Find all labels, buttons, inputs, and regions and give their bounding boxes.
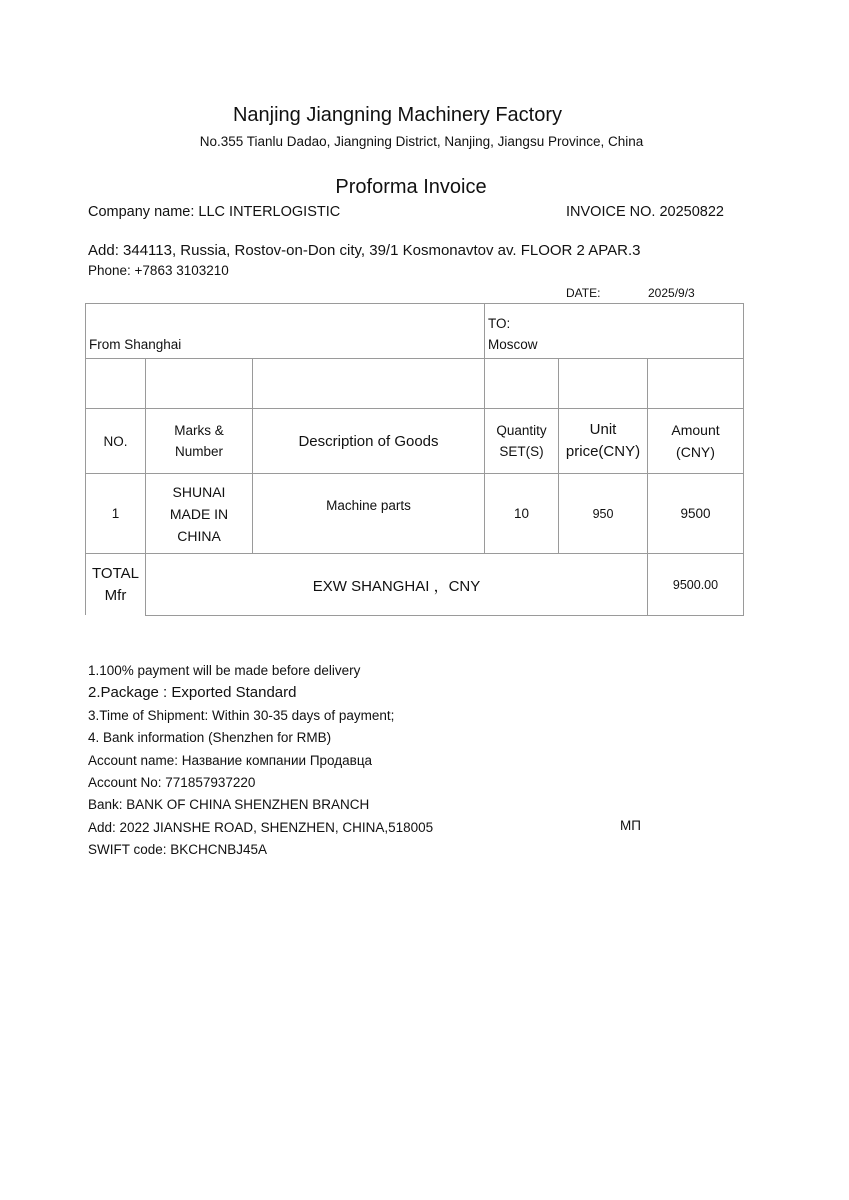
company-name: Company name: LLC INTERLOGISTIC [88,204,341,220]
table-border-right [743,303,744,616]
factory-name: Nanjing Jiangning Machinery Factory [232,104,563,126]
terms-item: 2.Package : Exported Standard [88,684,297,702]
header-amount-line1: Amount [671,422,720,438]
total-label-line1: TOTAL [92,565,139,582]
terms-item: 3.Time of Shipment: Within 30-35 days of payment; [88,707,395,723]
to-label: TO: [488,316,511,331]
table-rule [85,358,744,359]
item-amount [648,474,743,553]
header-no [86,409,145,473]
header-description [253,409,484,473]
total-amount-value: 9500.00 [672,578,719,592]
item-quantity [485,474,558,553]
header-unit-price-line1: Unit [589,421,617,438]
item-amount-value: 9500 [680,506,711,521]
item-no-value: 1 [111,506,120,521]
item-unit-price [559,474,647,553]
date-value: 2025/9/3 [648,286,695,300]
header-quantity-line1: Quantity [496,423,547,438]
terms-item: Account No: 771857937220 [88,775,256,791]
terms-list [88,660,433,862]
item-marks-line3: CHINA [177,527,221,544]
header-marks [146,409,252,473]
item-quantity-value: 10 [513,506,530,521]
to-location: Moscow [488,337,538,352]
terms-item: Add: 2022 JIANSHE ROAD, SHENZHEN, CHINA,518005 [88,819,434,835]
item-marks [146,474,252,553]
total-label [86,554,145,616]
factory-address: No.355 Tianlu Dadao, Jiangning District, Nanjing, Jiangsu Province, China [199,134,644,149]
date-label: DATE: [566,286,601,300]
from-location: From Shanghai [89,337,182,352]
total-amount [648,554,743,616]
header-marks-line1: Marks & [174,423,224,438]
total-terms [146,554,647,616]
item-description: Machine parts [326,498,411,513]
header-unit-price-line2: price(CNY) [565,443,641,460]
terms-item: Bank: BANK OF CHINA SHENZHEN BRANCH [88,797,370,813]
document-title: Proforma Invoice [335,176,487,198]
header-amount-line2: (CNY) [676,444,715,460]
header-marks-line2: Number [174,444,223,459]
total-terms-value: EXW SHANGHAI ，CNY [312,577,481,595]
invoice-number: INVOICE NO. 20250822 [566,204,724,220]
item-no [86,474,145,553]
terms-item: 1.100% payment will be made before delivery [88,663,361,678]
item-marks-line1: SHUNAI [172,483,226,500]
header-quantity [485,409,558,473]
terms-item: 4. Bank information (Shenzhen for RMB) [88,730,332,746]
terms-item: Account name: Название компании Продавца [88,752,373,768]
header-no-label: NO. [103,433,128,449]
terms-item: SWIFT code: BKCHCNBJ45A [88,842,268,858]
item-marks-line2: MADE IN [169,505,229,522]
total-label-line2: Mfr [104,587,127,604]
buyer-address: Add: 344113, Russia, Rostov-on-Don city, 39/1 Kosmonavtov av. FLOOR 2 APAR.3 [88,242,641,259]
header-amount [648,409,743,473]
table-border-top [85,303,744,304]
header-unit-price [559,409,647,473]
header-description-label: Description of Goods [298,432,439,450]
buyer-phone: Phone: +7863 3103210 [88,263,229,278]
stamp-label: МП [620,818,641,833]
item-unit-price-value: 950 [592,506,614,521]
header-quantity-line2: SET(S) [499,444,544,459]
